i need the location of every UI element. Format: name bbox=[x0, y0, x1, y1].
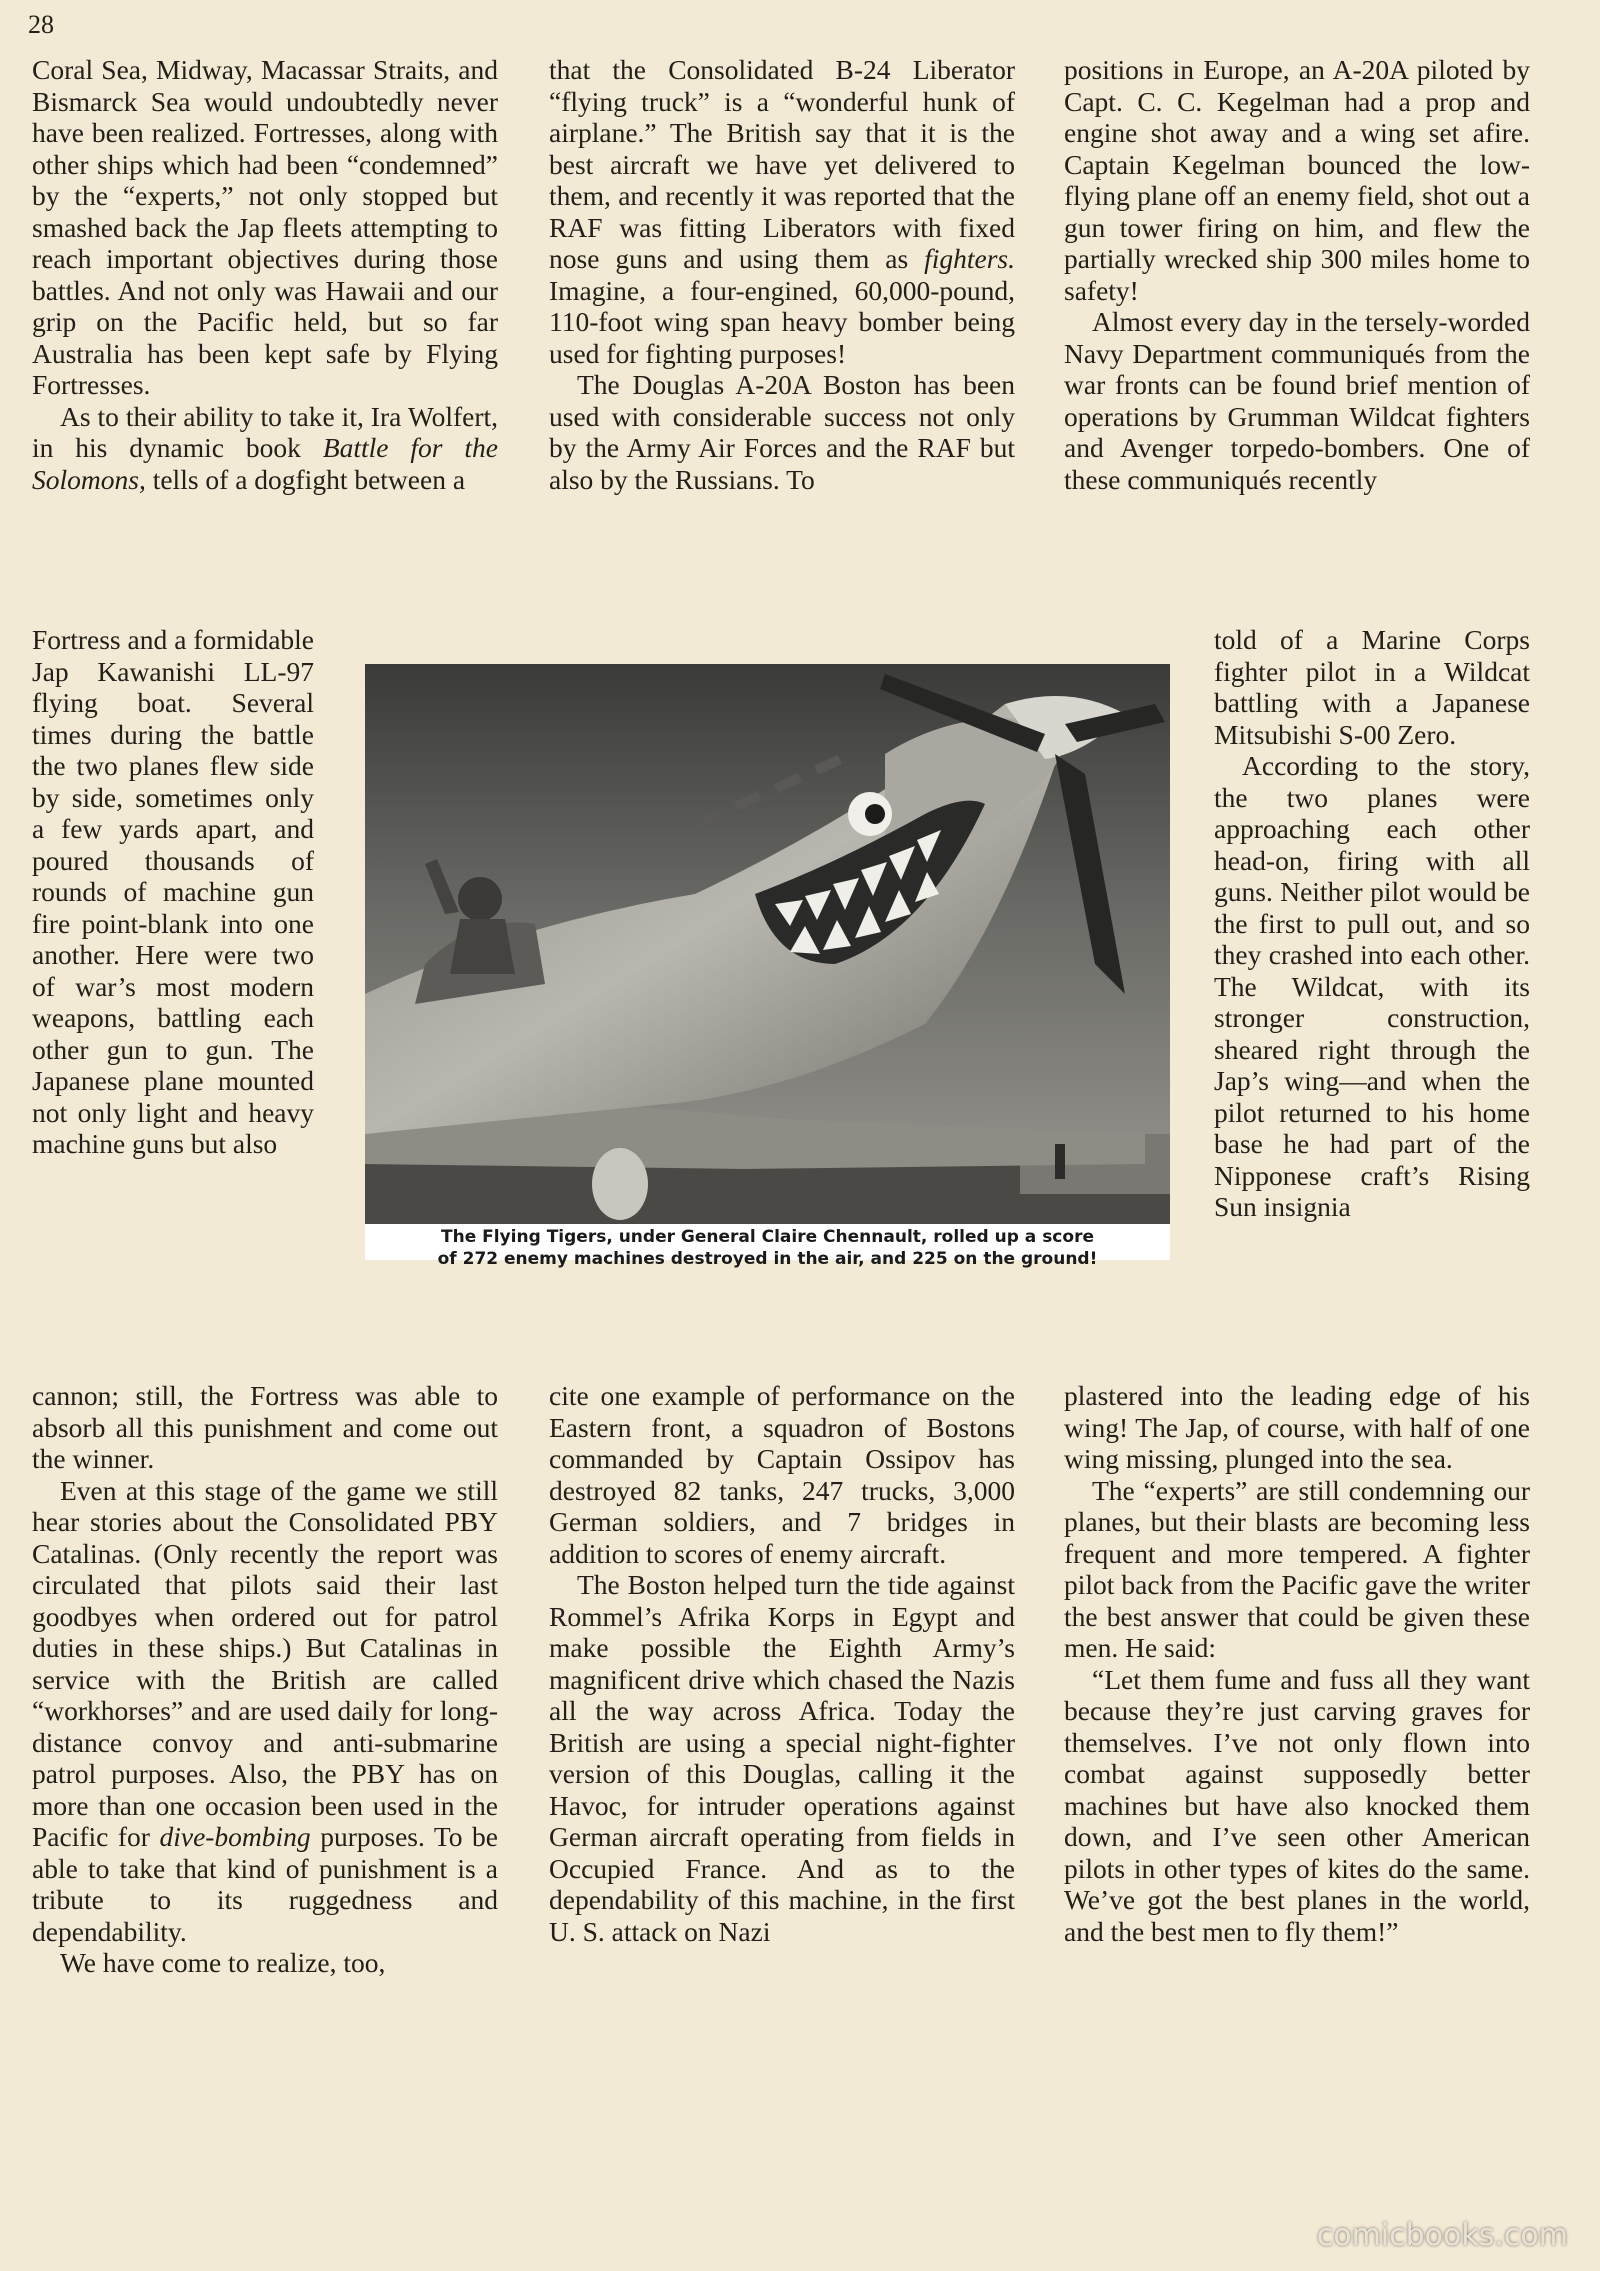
column-left-narrow bbox=[32, 624, 314, 1380]
article-paragraph: Fortress and a formidable Jap Kawanishi LL-97 flying boat. Several times during the battle the two planes flew side by side, sometimes only a few yards apart, and poured thousands of rounds of machine gun fire point-blank into one another. Here were two of war’s most modern weapons, battling each other gun to gun. The Japanese plane mounted not only light and heavy machine guns but also bbox=[32, 624, 314, 1159]
photo-flying-tigers-p40 bbox=[365, 664, 1170, 1224]
article-paragraph: As to their ability to take it, Ira Wolfert, in his dynamic book Battle for the Solomons, tells of a dogfight between a bbox=[32, 400, 498, 495]
article-paragraph: positions in Europe, an A-20A piloted by Capt. C. C. Kegelman had a prop and engine shot away and a wing set afire. Captain Kegelman bounced the low-flying plane off an enemy field, shot out a gun tower firing on him, and flew the partially wrecked ship 300 miles home to safety! bbox=[1064, 54, 1530, 306]
column-middle-bottom bbox=[549, 1380, 1015, 2132]
article-paragraph: According to the story, the two planes were approaching each other head-on, firing with all guns. Neither pilot would be the first to pull out, and so they crashed into each other. The Wildcat, with its stronger construction, sheared right through the Jap’s wing—and when the pilot returned to his home base he had part of the Nipponese craft’s Rising Sun insignia bbox=[1214, 750, 1530, 1222]
article-paragraph: The Boston helped turn the tide against Rommel’s Afrika Korps in Egypt and make possible the Eighth Army’s magnificent drive which chased the Nazis all the way across Africa. Today the British are using a special night-fighter version of this Douglas, calling it the Havoc, for intruder operations against German aircraft operating from fields in Occupied France. And as to the dependability of this machine, in the first U. S. attack on Nazi bbox=[549, 1569, 1015, 1947]
article-paragraph: “Let them fume and fuss all they want because they’re just carving graves for themselves. I’ve not only flown into combat against supposedly better machines but have also knocked them down, and I’ve seen other American pilots in other types of kites do the same. We’ve got the best planes in the world, and the best men to fly them!” bbox=[1064, 1663, 1530, 1947]
article-paragraph: The Douglas A-20A Boston has been used with considerable success not only by the Army Air Forces and the RAF but also by the Russians. To bbox=[549, 369, 1015, 495]
watermark-logo: comicbooks.com bbox=[1316, 2218, 1568, 2253]
article-paragraph: cite one example of performance on the Eastern front, a squadron of Bostons commanded by Captain Ossipov has destroyed 82 tanks, 247 trucks, 3,000 German soldiers, and 7 bridges in addition to scores of enemy aircraft. bbox=[549, 1380, 1015, 1569]
article-paragraph: told of a Marine Corps fighter pilot in a Wildcat battling with a Japanese Mitsubishi S-00 Zero. bbox=[1214, 624, 1530, 750]
column-middle-top bbox=[549, 54, 1015, 622]
article-paragraph: We have come to realize, too, bbox=[60, 1947, 386, 1978]
column-left-bottom bbox=[32, 1380, 498, 2132]
article-paragraph: cannon; still, the Fortress was able to absorb all this punishment and come out the winner. bbox=[32, 1380, 498, 1474]
article-paragraph: plastered into the leading edge of his wing! The Jap, of course, with half of one wing missing, plunged into the sea. bbox=[1064, 1380, 1530, 1474]
column-right-narrow bbox=[1214, 624, 1530, 1380]
caption-line-2: of 272 enemy machines destroyed in the air, and 225 on the ground! bbox=[437, 1249, 1098, 1269]
photo-figure bbox=[365, 664, 1170, 1269]
article-paragraph: Almost every day in the tersely-worded Navy Department communiqués from the war fronts can be found brief mention of operations by Grumman Wildcat fighters and Avenger torpedo-bombers. One of these communiqués recently bbox=[1064, 306, 1530, 495]
article-paragraph: Coral Sea, Midway, Macassar Straits, and Bismarck Sea would undoubtedly never have been realized. Fortresses, along with other ships which had been “condemned” by the “experts,” not only stopped but smashed back the Jap fleets attempting to reach important objectives during those battles. And not only was Hawaii and our grip on the Pacific held, but so far Australia has been kept safe by Flying Fortresses. bbox=[32, 54, 498, 400]
column-right-top bbox=[1064, 54, 1530, 622]
column-right-bottom bbox=[1064, 1380, 1530, 2132]
article-paragraph: The “experts” are still condemning our planes, but their blasts are becoming less frequent and more tempered. A fighter pilot back from the Pacific gave the writer the best answer that could be given these men. He said: bbox=[1064, 1474, 1530, 1663]
caption-line-1: The Flying Tigers, under General Claire Chennault, rolled up a score bbox=[441, 1227, 1094, 1247]
photo-caption bbox=[365, 1226, 1170, 1270]
article-paragraph: that the Consolidated B-24 Liberator “flying truck” is a “wonderful hunk of airplane.” The British say that it is the best aircraft we have yet delivered to them, and recently it was reported that the RAF was fitting Liberators with fixed nose guns and using them as fighters. Imagine, a four-engined, 60,000-pound, 110-foot wing span heavy bomber being used for fighting purposes! bbox=[549, 54, 1015, 369]
article-paragraph: Even at this stage of the game we still hear stories about the Consolidated PBY Catalinas. (Only recently the report was circulated that pilots said their last goodbyes when ordered out for patrol duties in these ships.) But Catalinas in service with the British are called “workhorses” and are used daily for long-distance convoy and anti-submarine patrol purposes. Also, the PBY has on more than one occasion been used in the Pacific for dive-bombing purposes. To be able to take that kind of punishment is a tribute to its ruggedness and dependability. bbox=[32, 1474, 498, 1947]
page-number: 28 bbox=[28, 10, 54, 39]
column-left-top bbox=[32, 54, 498, 622]
